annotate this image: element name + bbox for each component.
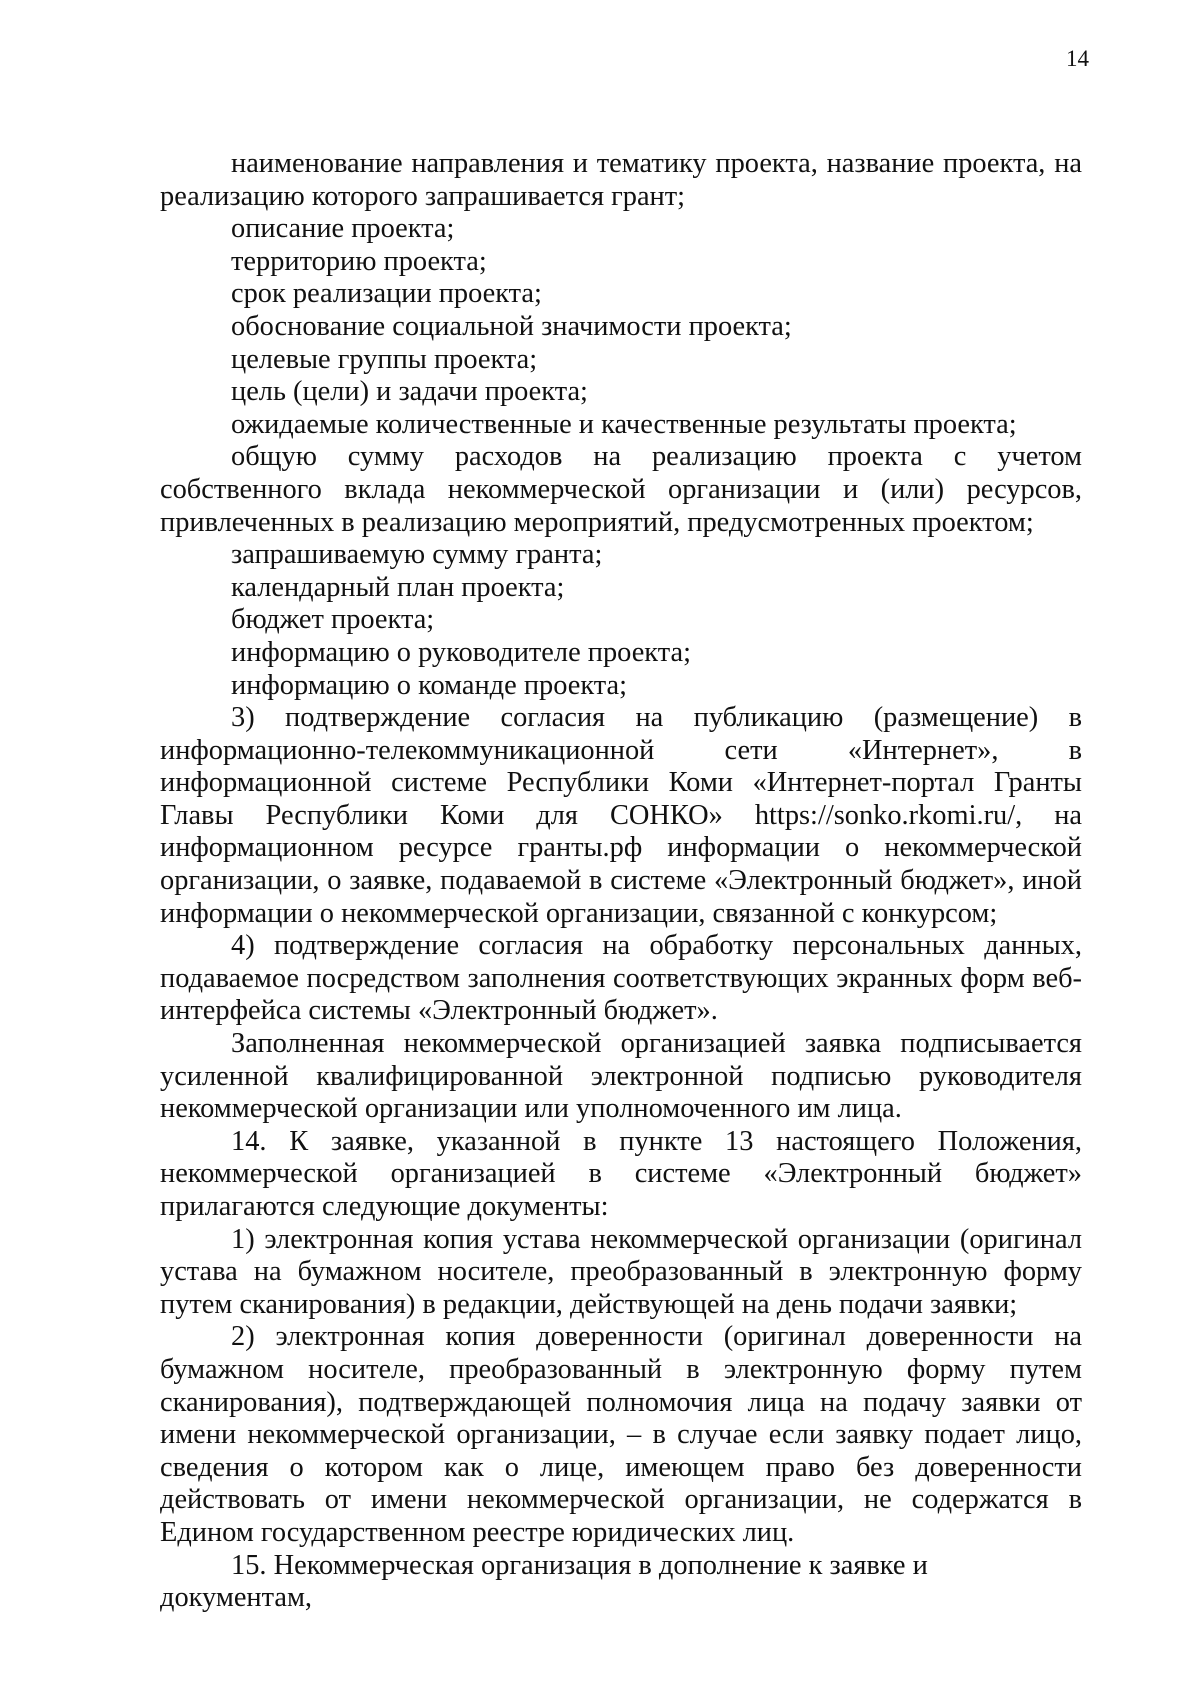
list-item-territory: территорию проекта; bbox=[231, 245, 487, 277]
paragraph-clause-15: 15. Некоммерческая организация в дополнение к заявке и документам, bbox=[160, 1549, 928, 1614]
list-item-expected-results: ожидаемые количественные и качественные результаты проекта; bbox=[231, 408, 1017, 440]
paragraph-clause-14: 14. К заявке, указанной в пункте 13 настоящего Положения, некоммерческой организацией в системе «Электронный бюджет» прилагаются следующие документы: bbox=[160, 1125, 1082, 1222]
list-item-project-leader: информацию о руководителе проекта; bbox=[231, 636, 691, 668]
list-item-target-groups: целевые группы проекта; bbox=[231, 343, 538, 375]
list-item-requested-amount: запрашиваемую сумму гранта; bbox=[231, 539, 603, 571]
document-body bbox=[160, 148, 1082, 1615]
list-item-calendar-plan: календарный план проекта; bbox=[231, 571, 565, 603]
list-item-project-team: информацию о команде проекта; bbox=[231, 669, 628, 701]
paragraph-charter-copy: 1) электронная копия устава некоммерческой организации (оригинал устава на бумажном носителе, преобразованный в электронную форму путем сканирования) в редакции, действующей на день подачи заявки; bbox=[160, 1223, 1082, 1320]
paragraph-publication-consent: 3) подтверждение согласия на публикацию (размещение) в информационно-телекоммуникационной сети «Интернет», в информационной системе Республики Коми «Интернет-портал Гранты Главы Республики Коми для СОНКО» https://sonko.rkomi.ru/, на информационном ресурсе гранты.рф информации о некоммерческой организации, о заявке, подаваемой в системе «Электронный бюджет», иной информации о некоммерческой организации, связанной с конкурсом; bbox=[160, 702, 1082, 929]
list-item-duration: срок реализации проекта; bbox=[231, 278, 542, 310]
paragraph-signature: Заполненная некоммерческой организацией заявка подписывается усиленной квалифицированной электронной подписью руководителя некоммерческой организации или уполномоченного им лица. bbox=[160, 1028, 1082, 1125]
paragraph-project-direction: наименование направления и тематику проекта, название проекта, на реализацию которого запрашивается грант; bbox=[160, 148, 1082, 212]
list-item-budget: бюджет проекта; bbox=[231, 604, 435, 636]
list-item-social-significance: обоснование социальной значимости проекта; bbox=[231, 310, 792, 342]
paragraph-personal-data-consent: 4) подтверждение согласия на обработку персональных данных, подаваемое посредством заполнения соответствующих экранных форм веб-интерфейса системы «Электронный бюджет». bbox=[160, 930, 1082, 1027]
paragraph-power-of-attorney: 2) электронная копия доверенности (оригинал доверенности на бумажном носителе, преобразованный в электронную форму путем сканирования), подтверждающей полномочия лица на подачу заявки от имени некоммерческой организации, – в случае если заявку подает лицо, сведения о котором как о лице, имеющем право без доверенности действовать от имени некоммерческой организации, не содержатся в Едином государственном реестре юридических лиц. bbox=[160, 1321, 1082, 1548]
list-item-goals: цель (цели) и задачи проекта; bbox=[231, 376, 588, 408]
list-item-description: описание проекта; bbox=[231, 213, 455, 245]
page-number: 14 bbox=[1066, 46, 1089, 71]
paragraph-total-expenses: общую сумму расходов на реализацию проекта с учетом собственного вклада некоммерческой организации и (или) ресурсов, привлеченных в реализацию мероприятий, предусмотренных проектом; bbox=[160, 441, 1082, 538]
